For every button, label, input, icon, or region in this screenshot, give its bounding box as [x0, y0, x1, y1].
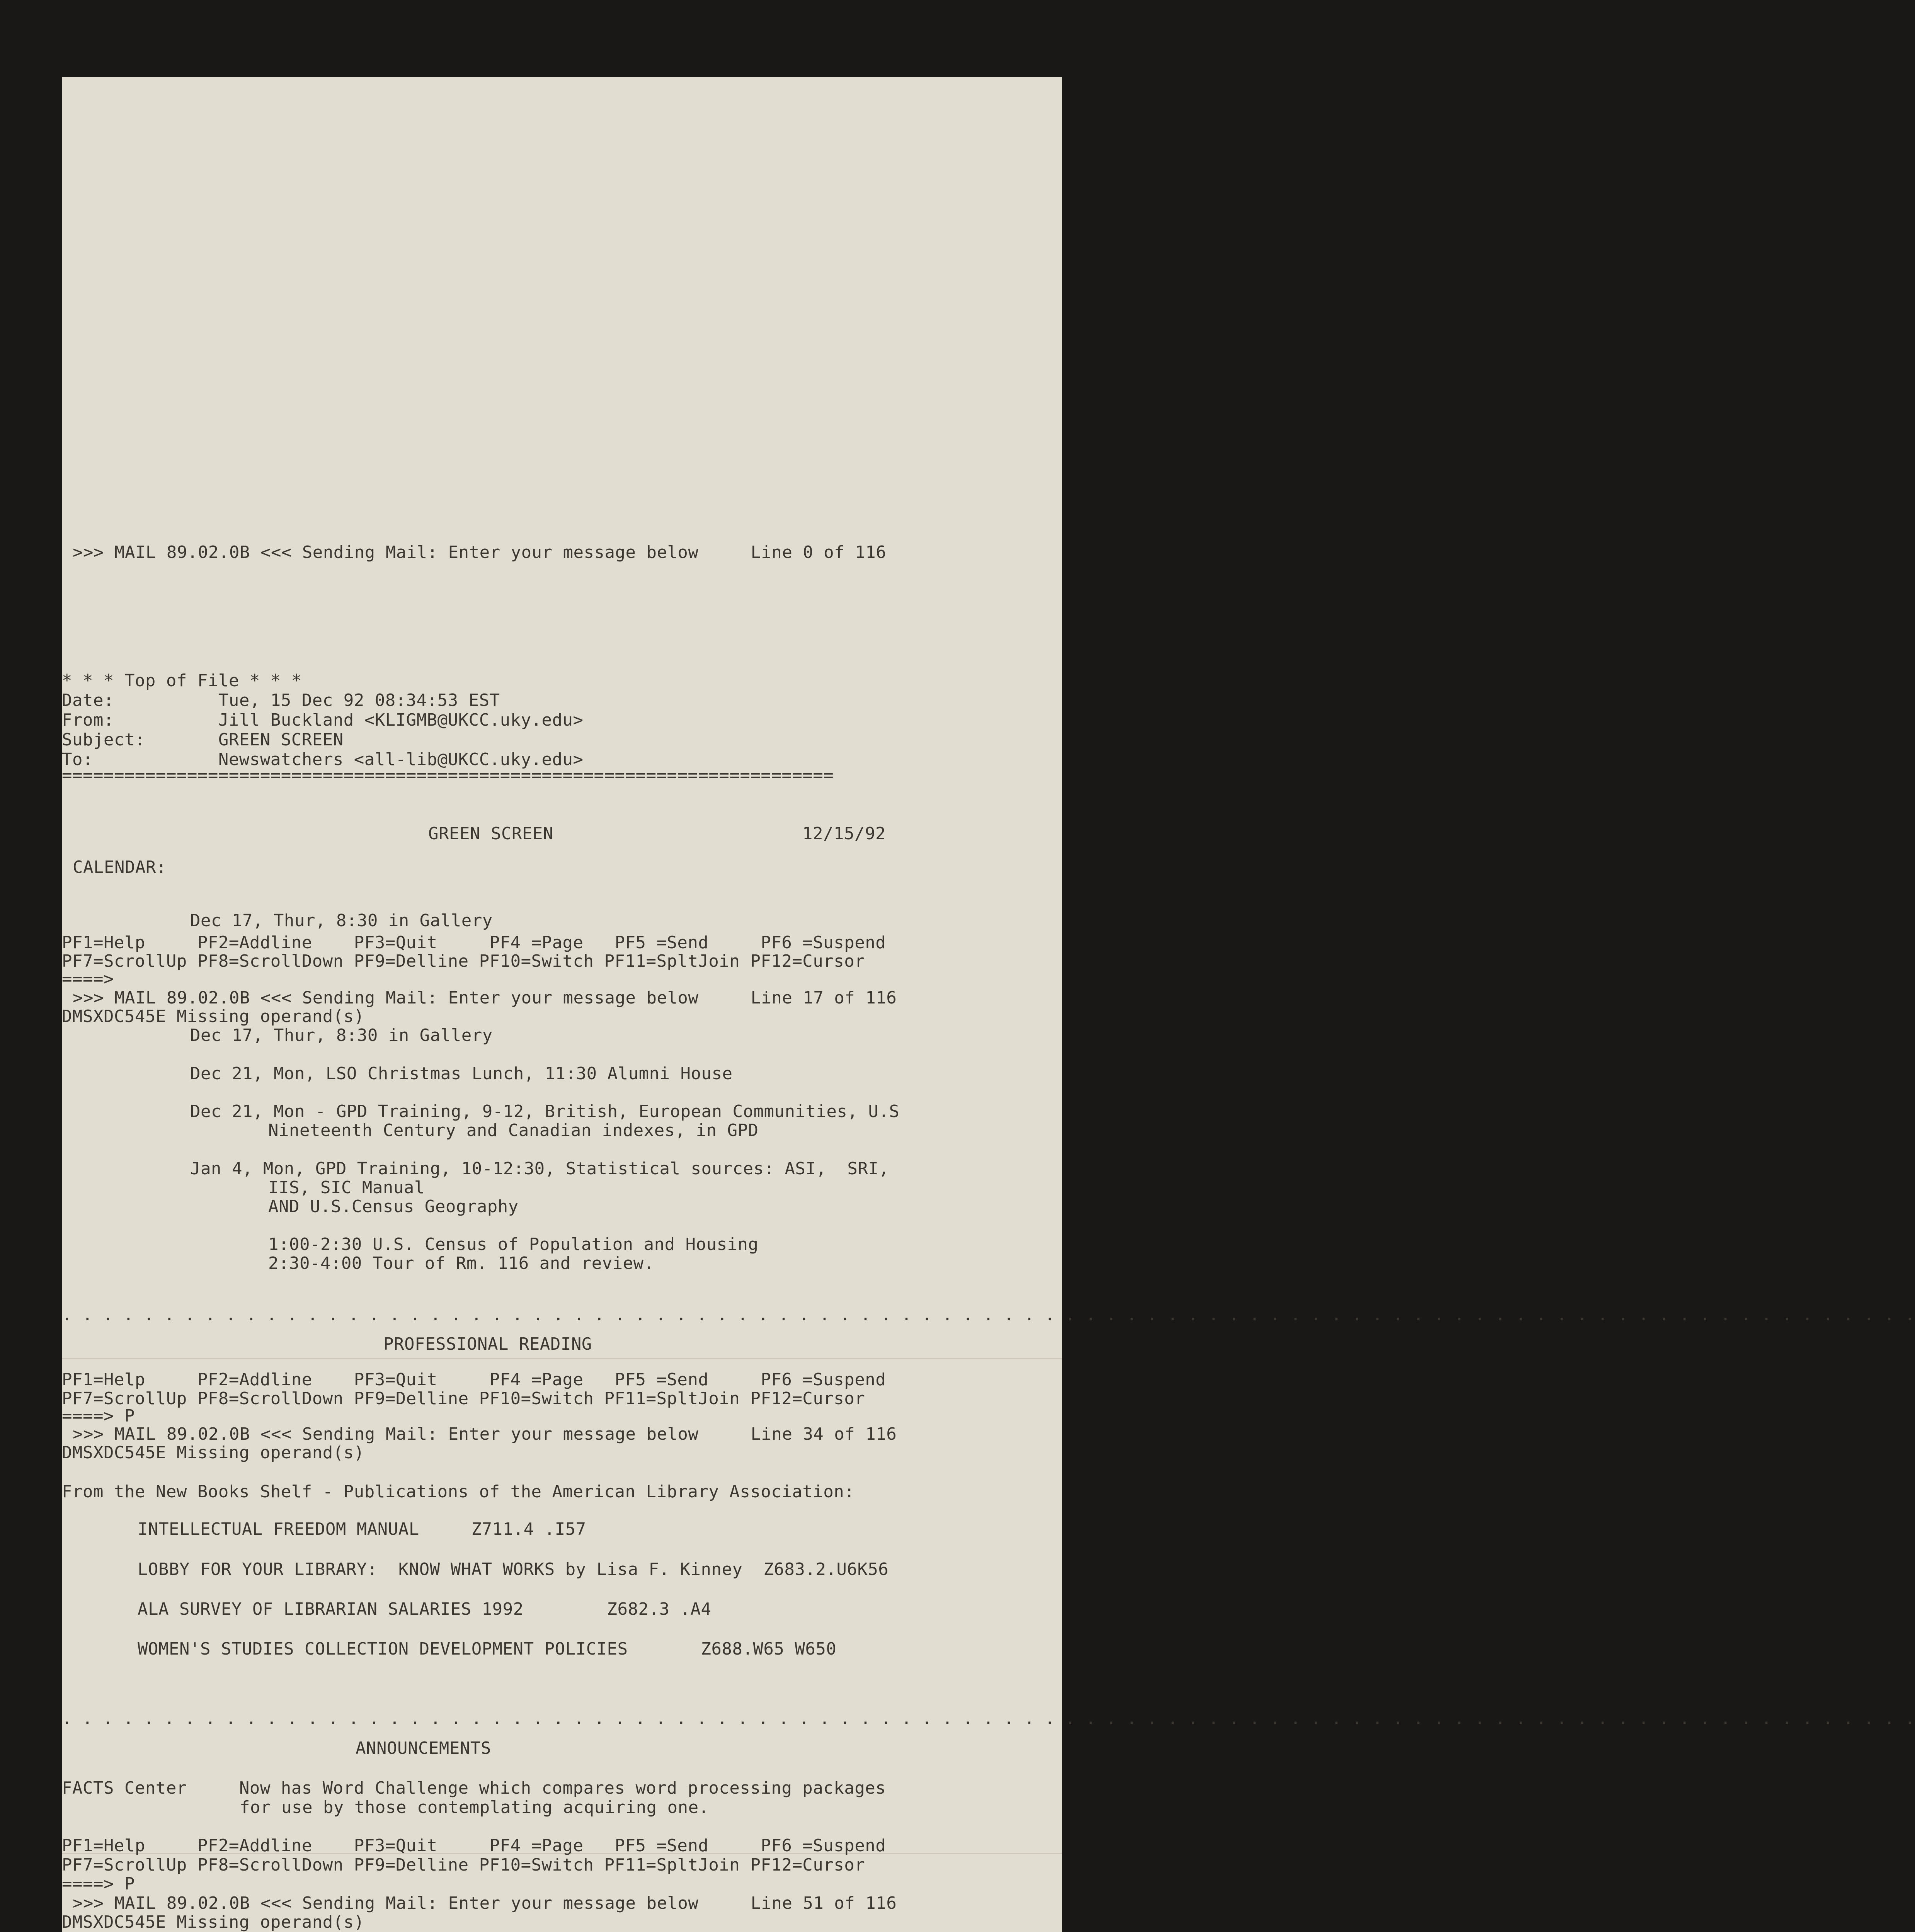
- calendar-item-cont: 1:00-2:30 U.S. Census of Population and Housing: [268, 1235, 759, 1254]
- printout-page: [62, 77, 1915, 1932]
- calendar-item: Dec 21, Mon, LSO Christmas Lunch, 11:30 Alumni House: [190, 1064, 733, 1083]
- paper-fold: [62, 1358, 1062, 1359]
- header-to: To: Newswatchers <all-lib@UKCC.uky.edu>: [62, 750, 584, 769]
- paragraph-text: FACTS Center Now has Word Challenge which compares word processing packages: [62, 1778, 886, 1798]
- pf-keys-row-1: PF1=Help PF2=Addline PF3=Quit PF4 =Page PF5 =Send PF6 =Suspend: [62, 1370, 886, 1389]
- mail-printout: [62, 77, 1915, 1932]
- pf-keys-row-1: PF1=Help PF2=Addline PF3=Quit PF4 =Page PF5 =Send PF6 =Suspend: [62, 933, 886, 952]
- calendar-heading: CALENDAR:: [73, 857, 167, 877]
- calendar-item-cont: Nineteenth Century and Canadian indexes, in GPD: [268, 1121, 759, 1140]
- double-rule: ==========================================================================: [62, 765, 834, 785]
- status-line: >>> MAIL 89.02.0B <<< Sending Mail: Enter your message below Line 17 of 116: [73, 988, 897, 1008]
- command-prompt: ====> P: [62, 1406, 135, 1426]
- calendar-item: Dec 17, Thur, 8:30 in Gallery: [190, 1026, 493, 1045]
- book-entry: LOBBY FOR YOUR LIBRARY: KNOW WHAT WORKS by Lisa F. Kinney Z683.2.U6K56: [138, 1560, 889, 1579]
- pf-keys-row-2: PF7=ScrollUp PF8=ScrollDown PF9=Delline PF10=Switch PF11=SpltJoin PF12=Cursor: [62, 1855, 865, 1875]
- error-message: DMSXDC545E Missing operand(s): [62, 1443, 364, 1463]
- pf-keys-row-1: PF1=Help PF2=Addline PF3=Quit PF4 =Page PF5 =Send PF6 =Suspend: [62, 1836, 886, 1855]
- error-message: DMSXDC545E Missing operand(s): [62, 1007, 364, 1026]
- newsletter-title: GREEN SCREEN: [428, 824, 553, 844]
- calendar-item: Dec 17, Thur, 8:30 in Gallery: [190, 911, 493, 930]
- calendar-item-cont: IIS, SIC Manual: [268, 1178, 425, 1197]
- calendar-item: Dec 21, Mon - GPD Training, 9-12, British, European Communities, U.S: [190, 1102, 900, 1121]
- calendar-item-cont: AND U.S.Census Geography: [268, 1197, 519, 1216]
- pf-keys-row-2: PF7=ScrollUp PF8=ScrollDown PF9=Delline PF10=Switch PF11=SpltJoin PF12=Cursor: [62, 1389, 865, 1408]
- status-line: >>> MAIL 89.02.0B <<< Sending Mail: Enter your message below Line 0 of 116: [73, 543, 887, 562]
- status-line: >>> MAIL 89.02.0B <<< Sending Mail: Enter your message below Line 51 of 116: [73, 1893, 897, 1913]
- pf-keys-row-2: PF7=ScrollUp PF8=ScrollDown PF9=Delline PF10=Switch PF11=SpltJoin PF12=Cursor: [62, 951, 865, 971]
- error-message: DMSXDC545E Missing operand(s): [62, 1912, 364, 1932]
- header-date: Date: Tue, 15 Dec 92 08:34:53 EST: [62, 690, 500, 710]
- book-entry: WOMEN'S STUDIES COLLECTION DEVELOPMENT POLICIES Z688.W65 W650: [138, 1639, 837, 1659]
- book-entry: INTELLECTUAL FREEDOM MANUAL Z711.4 .I57: [138, 1519, 586, 1539]
- status-line: >>> MAIL 89.02.0B <<< Sending Mail: Enter your message below Line 34 of 116: [73, 1424, 897, 1444]
- dotted-separator: . . . . . . . . . . . . . . . . . . . . . . . . . . . . . . . . . . . . . . . . . . . . . . . . . . . . . . . . . . . . . . . . . . . . . . . . . . . . . . . . . . . . . . . . . . .: [62, 1305, 1915, 1325]
- newsletter-date: 12/15/92: [802, 824, 886, 844]
- header-subject: Subject: GREEN SCREEN: [62, 730, 344, 750]
- top-of-file: * * * Top of File * * *: [62, 671, 302, 690]
- calendar-item: Jan 4, Mon, GPD Training, 10-12:30, Statistical sources: ASI, SRI,: [190, 1159, 889, 1179]
- command-prompt: ====> P: [62, 1874, 135, 1894]
- header-from: From: Jill Buckland <KLIGMB@UKCC.uky.edu>: [62, 710, 584, 730]
- book-entry: ALA SURVEY OF LIBRARIAN SALARIES 1992 Z682.3 .A4: [138, 1599, 712, 1619]
- paragraph-text: for use by those contemplating acquiring one.: [240, 1798, 709, 1817]
- calendar-item-cont: 2:30-4:00 Tour of Rm. 116 and review.: [268, 1253, 654, 1273]
- dotted-separator: . . . . . . . . . . . . . . . . . . . . . . . . . . . . . . . . . . . . . . . . . . . . . . . . . . . . . . . . . . . . . . . . . . . . . . . . . . . . . . . . . . . . . . . . . . .: [62, 1709, 1915, 1728]
- section-heading: ANNOUNCEMENTS: [356, 1738, 491, 1758]
- paragraph-text: From the New Books Shelf - Publications of the American Library Association:: [62, 1482, 855, 1502]
- command-prompt: ====>: [62, 969, 114, 989]
- section-heading: PROFESSIONAL READING: [383, 1334, 592, 1354]
